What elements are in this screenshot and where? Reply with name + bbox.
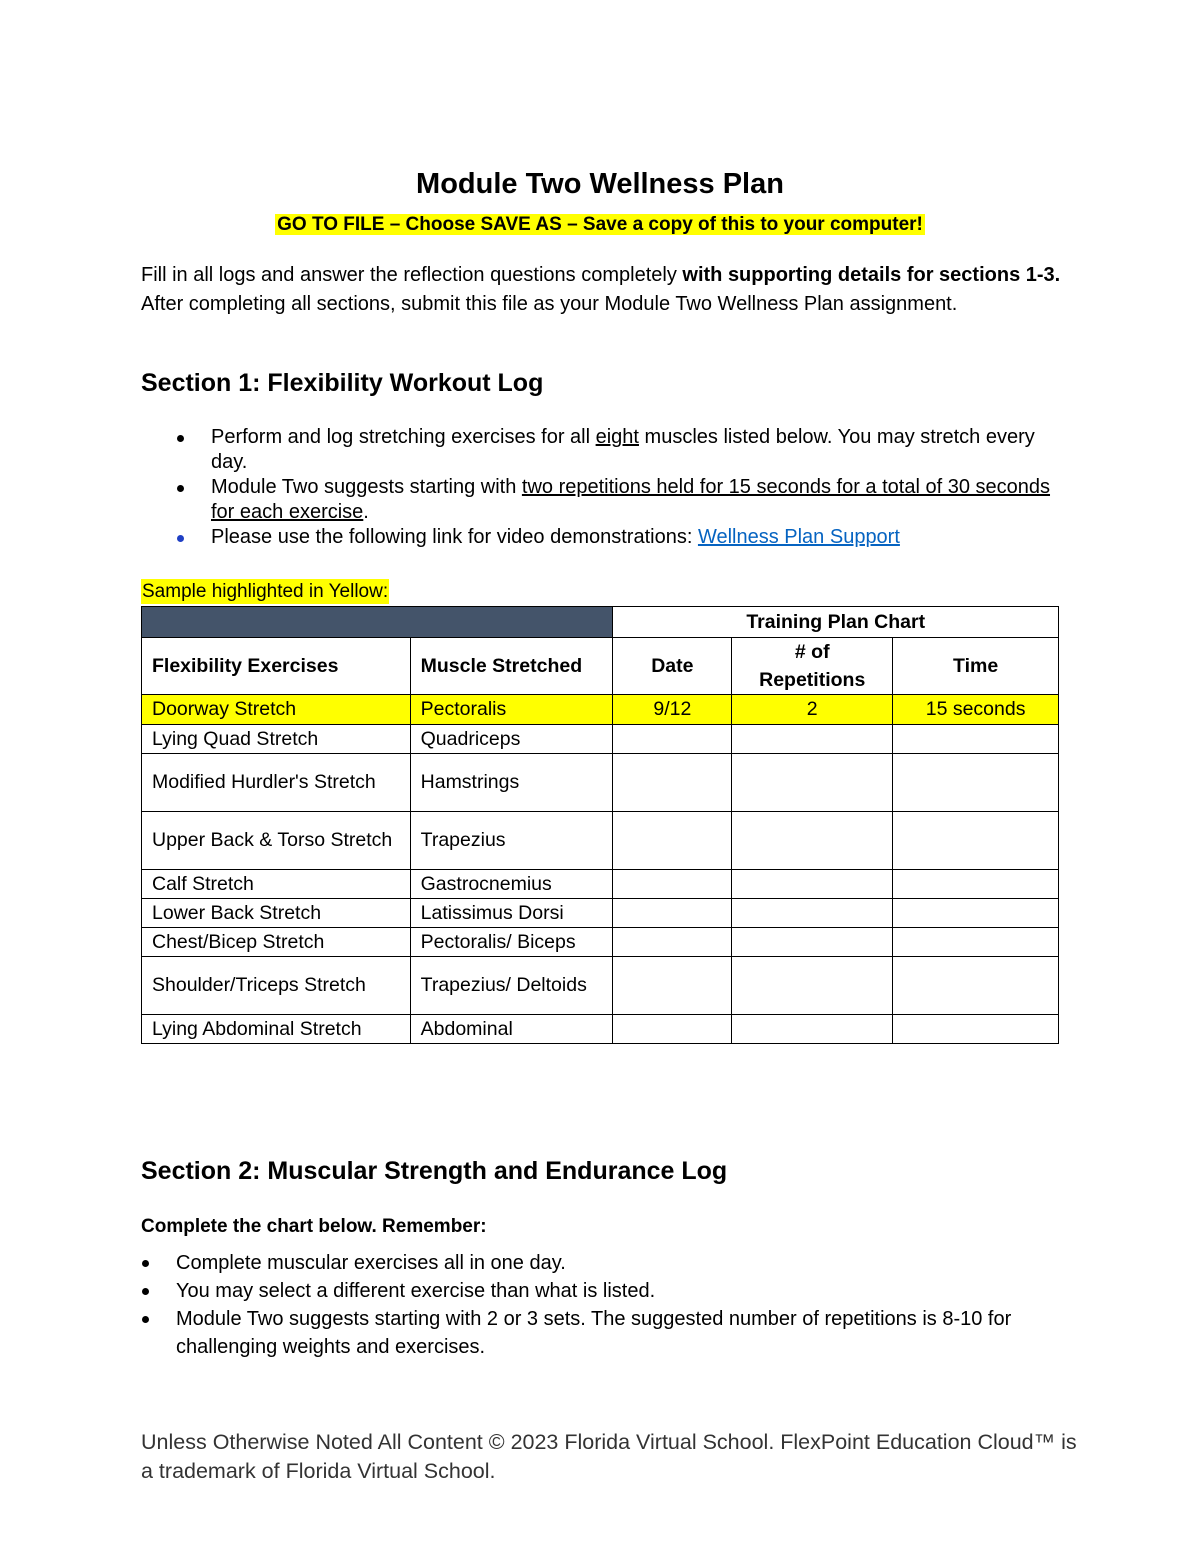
cell-muscle: Abdominal — [410, 1015, 613, 1044]
list-item — [141, 1277, 1071, 1305]
intro-text-2: After completing all sections, submit this file as your Module Two Wellness Plan assignment. — [141, 293, 958, 315]
cell-muscle: Pectoralis — [410, 695, 613, 725]
cell-reps[interactable]: 2 — [732, 695, 893, 725]
cell-date[interactable] — [613, 899, 732, 928]
cell-muscle: Hamstrings — [410, 754, 613, 812]
table-row — [142, 870, 1059, 899]
list-item — [141, 425, 1071, 475]
bullet-icon — [177, 535, 184, 542]
bullet-text: You may select a different exercise than what is listed. — [176, 1280, 656, 1302]
cell-time[interactable] — [893, 928, 1059, 957]
cell-exercise: Lying Abdominal Stretch — [142, 1015, 411, 1044]
cell-exercise: Lower Back Stretch — [142, 899, 411, 928]
intro-bold: with supporting details for sections 1-3. — [682, 264, 1061, 286]
cell-muscle: Pectoralis/ Biceps — [410, 928, 613, 957]
complete-chart-label: Complete the chart below. Remember: — [141, 1216, 487, 1237]
bullet-text: muscles listed below. You may stretch every day. — [211, 426, 1035, 473]
cell-reps[interactable] — [732, 754, 893, 812]
cell-exercise: Calf Stretch — [142, 870, 411, 899]
col-header-date: Date — [613, 638, 732, 695]
cell-reps[interactable] — [732, 928, 893, 957]
list-item — [141, 1249, 1071, 1277]
section1-bullets — [141, 425, 1071, 550]
table-row — [142, 957, 1059, 1015]
cell-exercise: Lying Quad Stretch — [142, 725, 411, 754]
table-dark-header-cell — [142, 607, 613, 638]
section2-heading: Section 2: Muscular Strength and Endurance Log — [141, 1157, 728, 1185]
cell-time[interactable] — [893, 899, 1059, 928]
col-header-reps: # of Repetitions — [732, 638, 893, 695]
table-row — [142, 928, 1059, 957]
cell-date[interactable] — [613, 754, 732, 812]
bullet-text: Perform and log stretching exercises for all — [211, 426, 596, 448]
cell-time[interactable] — [893, 812, 1059, 870]
cell-reps[interactable] — [732, 1015, 893, 1044]
bullet-icon — [142, 1260, 149, 1267]
table-row — [142, 725, 1059, 754]
cell-muscle: Gastrocnemius — [410, 870, 613, 899]
cell-date[interactable] — [613, 870, 732, 899]
bullet-underline: two repetitions held for 15 seconds for a total of 30 seconds for each exercise — [211, 476, 1051, 523]
cell-exercise: Upper Back & Torso Stretch — [142, 812, 411, 870]
table-row — [142, 754, 1059, 812]
bullet-text: . — [363, 501, 369, 523]
bullet-icon — [177, 485, 184, 492]
section2-bullets — [141, 1249, 1071, 1361]
cell-date[interactable]: 9/12 — [613, 695, 732, 725]
bullet-icon — [142, 1288, 149, 1295]
cell-date[interactable] — [613, 812, 732, 870]
cell-date[interactable] — [613, 957, 732, 1015]
training-plan-chart-title: Training Plan Chart — [613, 607, 1059, 638]
list-item — [141, 525, 1071, 550]
bullet-text: Please use the following link for video demonstrations: — [211, 526, 698, 548]
cell-exercise: Doorway Stretch — [142, 695, 411, 725]
intro-text-1: Fill in all logs and answer the reflection questions completely — [141, 264, 683, 286]
cell-time[interactable] — [893, 870, 1059, 899]
section1-heading: Section 1: Flexibility Workout Log — [141, 369, 544, 397]
cell-reps[interactable] — [732, 957, 893, 1015]
table-row — [142, 899, 1059, 928]
cell-time[interactable] — [893, 1015, 1059, 1044]
list-item — [141, 475, 1071, 525]
cell-muscle: Quadriceps — [410, 725, 613, 754]
cell-time[interactable] — [893, 957, 1059, 1015]
bullet-text: Module Two suggests starting with — [211, 476, 522, 498]
bullet-text: Complete muscular exercises all in one day. — [176, 1252, 566, 1274]
list-item — [141, 1305, 1071, 1361]
table-header-row — [142, 638, 1059, 695]
cell-reps[interactable] — [732, 899, 893, 928]
cell-muscle: Latissimus Dorsi — [410, 899, 613, 928]
training-plan-table — [141, 606, 1059, 1044]
cell-muscle: Trapezius/ Deltoids — [410, 957, 613, 1015]
table-row — [142, 812, 1059, 870]
footer-copyright: Unless Otherwise Noted All Content © 2023 Florida Virtual School. FlexPoint Education Cloud™ is a trademark of Florida Virtual School. — [141, 1430, 1077, 1483]
bullet-icon — [177, 435, 184, 442]
cell-date[interactable] — [613, 1015, 732, 1044]
col-header-time: Time — [893, 638, 1059, 695]
goto-banner-wrap — [0, 212, 1200, 238]
table-row — [142, 695, 1059, 725]
cell-reps[interactable] — [732, 812, 893, 870]
cell-exercise: Shoulder/Triceps Stretch — [142, 957, 411, 1015]
cell-reps[interactable] — [732, 870, 893, 899]
table-title-row — [142, 607, 1059, 638]
goto-banner: GO TO FILE – Choose SAVE AS – Save a copy of this to your computer! — [277, 214, 923, 235]
cell-time[interactable]: 15 seconds — [893, 695, 1059, 725]
bullet-text: Module Two suggests starting with 2 or 3 sets. The suggested number of repetitions is 8-10 for challenging weights and exercises. — [176, 1308, 1012, 1358]
page-title: Module Two Wellness Plan — [416, 168, 784, 200]
cell-muscle: Trapezius — [410, 812, 613, 870]
sample-label: Sample highlighted in Yellow: — [142, 581, 389, 602]
cell-date[interactable] — [613, 725, 732, 754]
cell-exercise: Modified Hurdler's Stretch — [142, 754, 411, 812]
bullet-icon — [142, 1316, 149, 1323]
cell-time[interactable] — [893, 725, 1059, 754]
cell-date[interactable] — [613, 928, 732, 957]
col-header-muscle: Muscle Stretched — [410, 638, 613, 695]
cell-exercise: Chest/Bicep Stretch — [142, 928, 411, 957]
intro-paragraph — [141, 261, 1061, 319]
wellness-plan-support-link[interactable]: Wellness Plan Support — [697, 526, 900, 548]
bullet-underline: eight — [595, 426, 639, 448]
cell-time[interactable] — [893, 754, 1059, 812]
table-row — [142, 1015, 1059, 1044]
col-header-exercise: Flexibility Exercises — [142, 638, 411, 695]
cell-reps[interactable] — [732, 725, 893, 754]
